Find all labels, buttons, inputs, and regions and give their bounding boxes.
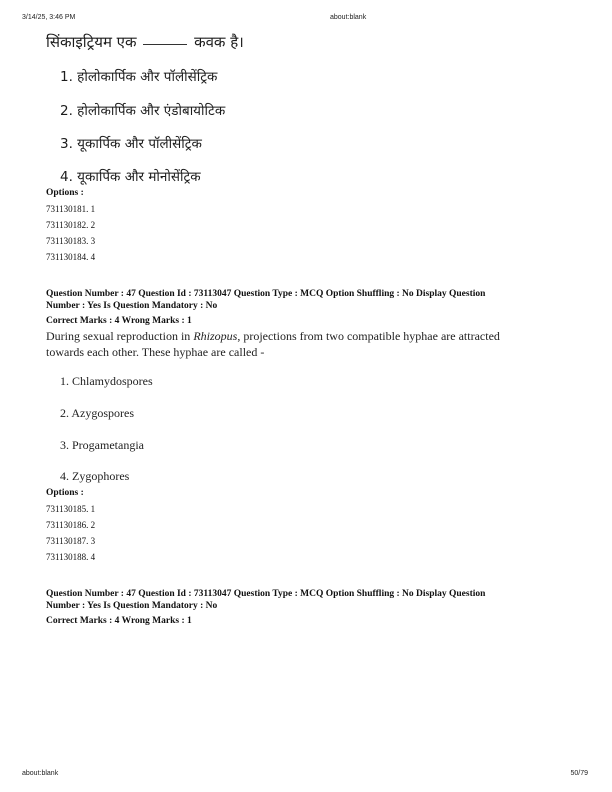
question-47-marks: Correct Marks : 4 Wrong Marks : 1 bbox=[46, 316, 192, 326]
question-47-meta-line-2: Number : Yes Is Question Mandatory : No bbox=[46, 301, 218, 311]
question-47-meta-line-1: Question Number : 47 Question Id : 73113047 Question Type : MCQ Option Shuffling : No Display Question bbox=[46, 289, 486, 299]
fill-in-blank bbox=[143, 44, 187, 45]
question-46-option-id-3: 731130183. 3 bbox=[46, 236, 96, 246]
question-47-option-id-3: 731130187. 3 bbox=[46, 536, 96, 546]
question-46-option-id-4: 731130184. 4 bbox=[46, 252, 96, 262]
question-47-option-id-1: 731130185. 1 bbox=[46, 504, 96, 514]
question-47-text-part-1: During sexual reproduction in bbox=[46, 329, 194, 343]
question-46-option-id-2: 731130182. 2 bbox=[46, 220, 96, 230]
question-47-text-line-2: towards each other. These hyphae are called - bbox=[46, 345, 265, 359]
question-46-option-2: 2. होलोकार्पिक और एंडोबायोटिक bbox=[60, 103, 226, 119]
question-47-option-4: 4. Zygophores bbox=[60, 469, 130, 483]
question-46-options-label: Options : bbox=[46, 188, 84, 198]
question-47-genus: Rhizopus bbox=[193, 329, 238, 343]
question-47-options-label: Options : bbox=[46, 488, 84, 498]
question-46-option-1: 1. होलोकार्पिक और पॉलीसेंट्रिक bbox=[60, 69, 218, 85]
question-47-option-3: 3. Progametangia bbox=[60, 438, 144, 452]
question-47-text bbox=[46, 328, 576, 360]
question-47-text-line-1 bbox=[46, 328, 576, 344]
question-47-option-2: 2. Azygospores bbox=[60, 406, 134, 420]
question-47-option-id-4: 731130188. 4 bbox=[46, 552, 96, 562]
question-47-text-part-2: , projections from two compatible hyphae are attracted bbox=[237, 329, 500, 343]
question-47-option-1: 1. Chlamydospores bbox=[60, 374, 153, 388]
question-47-repeat-meta-line-2: Number : Yes Is Question Mandatory : No bbox=[46, 601, 218, 611]
question-46-text-before: सिंकाइट्रियम एक bbox=[46, 33, 137, 51]
question-46-option-3: 3. यूकार्पिक और पॉलीसेंट्रिक bbox=[60, 136, 202, 152]
question-47-repeat-meta bbox=[46, 588, 566, 612]
question-46-option-4: 4. यूकार्पिक और मोनोसेंट्रिक bbox=[60, 169, 201, 185]
footer-url: about:blank bbox=[22, 770, 59, 777]
question-46-option-id-1: 731130181. 1 bbox=[46, 204, 96, 214]
question-46-text bbox=[46, 32, 244, 52]
print-date: 3/14/25, 3:46 PM bbox=[22, 14, 76, 21]
question-46-text-after: कवक है। bbox=[194, 33, 244, 51]
question-47-meta bbox=[46, 288, 566, 312]
question-47-repeat-marks: Correct Marks : 4 Wrong Marks : 1 bbox=[46, 616, 192, 626]
question-47-option-id-2: 731130186. 2 bbox=[46, 520, 96, 530]
print-url: about:blank bbox=[330, 14, 367, 21]
page-number: 50/79 bbox=[570, 770, 588, 777]
question-47-repeat-meta-line-1: Question Number : 47 Question Id : 73113047 Question Type : MCQ Option Shuffling : No Display Question bbox=[46, 589, 486, 599]
